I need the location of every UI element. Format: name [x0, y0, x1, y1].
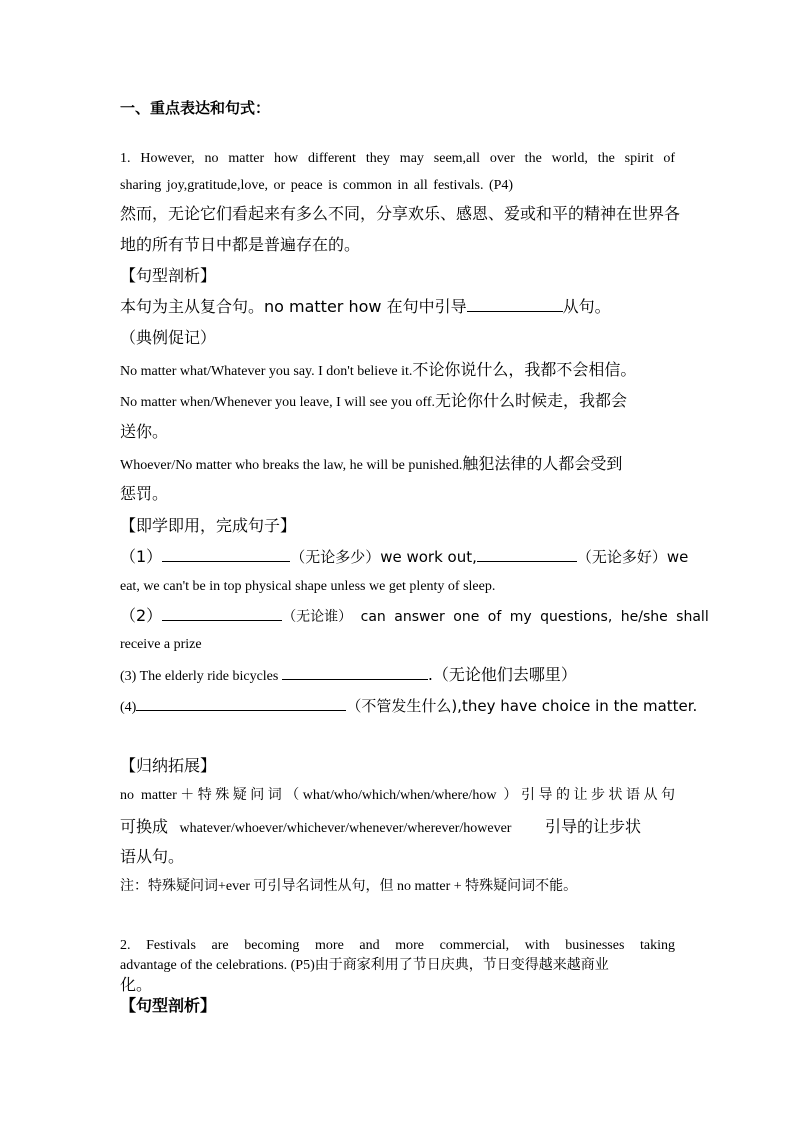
summary-line2-b: whatever/whoever/whichever/whenever/wherever/however [179, 821, 512, 836]
summary-line2-c: 引导的让步状 [544, 817, 641, 836]
example-1-chinese: 不论你说什么，我都不会相信。 [412, 360, 637, 379]
practice-2-line2: receive a prize [120, 637, 202, 652]
item2-analysis-heading: 【句型剖析】 [120, 996, 217, 1015]
practice-3-blank[interactable] [282, 664, 428, 680]
item1-english-line2: sharing joy,gratitude,love, or peace is common in all festivals. (P4) [120, 178, 514, 193]
item2-line1: 2. Festivals are becoming more and more commercial, with businesses taking [120, 938, 675, 953]
practice-1-text-2: （无论多好）we [576, 548, 689, 566]
example-3-chinese-cont: 惩罚。 [120, 484, 169, 503]
summary-line1: no matter＋特殊疑问词（what/who/which/when/where/how ）引导的让步状语从句 [120, 788, 675, 803]
section-title: 一、重点表达和句式： [120, 99, 271, 117]
practice-1-blank-2[interactable] [477, 546, 577, 562]
analysis-heading: 【句型剖析】 [120, 266, 217, 285]
practice-2-blank[interactable] [162, 605, 282, 621]
practice-4-text: （不管发生什么),they have choice in the matter. [346, 697, 698, 715]
practice-1-blank-1[interactable] [162, 546, 290, 562]
example-2-chinese: 无论你什么时候走，我都会 [435, 391, 628, 410]
example-3 [120, 453, 675, 476]
practice-4-blank[interactable] [136, 695, 346, 711]
blank-clause-type[interactable] [467, 296, 563, 312]
practice-2-text: （无论谁） can answer one of my questions, he/she shall [282, 609, 709, 625]
practice-1-text-1: （无论多少）we work out, [290, 548, 477, 566]
item2-line3: 化。 [120, 975, 153, 994]
practice-heading: 【即学即用，完成句子】 [120, 516, 297, 535]
example-1-english: No matter what/Whatever you say. I don't believe it. [120, 364, 413, 379]
summary-line2 [120, 816, 675, 839]
item1-english-line1: 1. However, no matter how different they may seem,all over the world, the spirit of [120, 151, 675, 166]
item1-chinese-line2: 地的所有节日中都是普遍存在的。 [120, 235, 361, 254]
summary-note: 注：特殊疑问词+ever 可引导名词性从句，但 no matter + 特殊疑问词不能。 [120, 879, 578, 894]
examples-heading: （典例促记） [120, 328, 217, 347]
practice-3-text-a: (3) The elderly ride bicycles [120, 669, 279, 684]
practice-1-number: （1） [120, 547, 163, 566]
example-1 [120, 359, 675, 382]
example-2-chinese-cont: 送你。 [120, 422, 169, 441]
practice-1-line2: eat, we can't be in top physical shape unless we get plenty of sleep. [120, 579, 496, 594]
example-2 [120, 390, 675, 413]
practice-3 [120, 664, 675, 687]
example-3-chinese: 触犯法律的人都会受到 [462, 454, 623, 473]
example-2-english: No matter when/Whenever you leave, I will see you off. [120, 395, 436, 410]
practice-3-text-b: .（无论他们去哪里） [427, 665, 577, 684]
analysis-text [120, 296, 675, 319]
practice-4-number: (4) [120, 700, 137, 715]
practice-2-number: （2） [120, 606, 163, 625]
practice-1 [120, 546, 689, 569]
summary-heading: 【归纳拓展】 [120, 756, 217, 775]
example-3-english: Whoever/No matter who breaks the law, he will be punished. [120, 458, 463, 473]
item1-chinese-line1: 然而，无论它们看起来有多么不同，分享欢乐、感恩、爱或和平的精神在世界各 [120, 204, 681, 223]
analysis-text-b: 从句。 [562, 297, 611, 316]
summary-line2-a: 可换成 [120, 817, 169, 836]
summary-line3: 语从句。 [120, 847, 185, 866]
analysis-text-a: 本句为主从复合句。no matter how 在句中引导 [120, 297, 467, 316]
practice-4 [120, 695, 698, 718]
practice-2 [120, 605, 709, 628]
item2-line2: advantage of the celebrations. (P5)由于商家利用了节日庆典，节日变得越来越商业 [120, 958, 609, 973]
